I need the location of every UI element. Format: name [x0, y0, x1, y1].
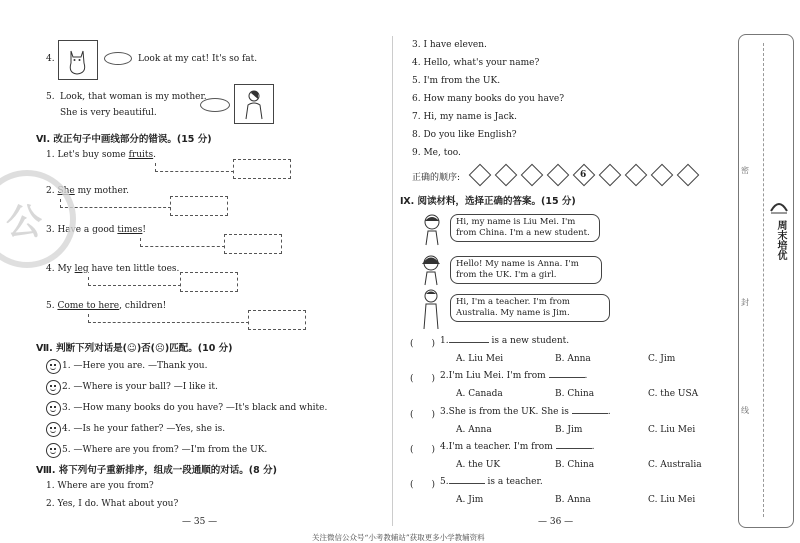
order-slot[interactable] — [625, 164, 648, 187]
q4-option-c[interactable]: C. Australia — [648, 460, 702, 470]
connector-line — [140, 238, 225, 247]
s6-answer-box-1[interactable] — [233, 159, 291, 179]
thought-bubble — [200, 98, 230, 112]
connector-line — [60, 199, 171, 208]
s6-item-4: 4. My leg have ten little toes. — [46, 264, 180, 274]
answer-paren-2[interactable]: ( ) — [410, 374, 436, 384]
q2-option-a[interactable]: A. Canada — [456, 389, 503, 399]
teacher-jim-icon — [420, 288, 442, 330]
q5-option-c[interactable]: C. Liu Mei — [648, 495, 696, 505]
order-slot[interactable] — [495, 164, 518, 187]
s8-item-9: 9. Me, too. — [412, 148, 461, 158]
s6-item-1: 1. Let's buy some fruits. — [46, 150, 157, 160]
q5-option-b[interactable]: B. Anna — [555, 495, 591, 505]
section-8-title: Ⅷ. 将下列句子重新排序，组成一段通顺的对话。(8 分) — [36, 465, 277, 476]
q4-option-b[interactable]: B. China — [555, 460, 595, 470]
brand-text: 周末培优 — [775, 220, 786, 260]
page-number-right: — 36 — — [538, 517, 574, 527]
binding-strip — [738, 34, 794, 528]
q3-option-c[interactable]: C. Liu Mei — [648, 425, 696, 435]
s6-item-2: 2. She my mother. — [46, 186, 129, 196]
connector-line — [88, 277, 181, 286]
s7-item-3: 3. —How many books do you have? —It's black and white. — [62, 403, 328, 413]
speech-bubble-3: Hi, I'm a teacher. I'm from Australia. My name is Jim. — [450, 294, 610, 322]
s7-item-4: 4. —Is he your father? —Yes, she is. — [62, 424, 226, 434]
strip-divider — [763, 43, 764, 517]
answer-paren-4[interactable]: ( ) — [410, 445, 436, 455]
smile-face-icon[interactable] — [46, 401, 61, 416]
q5-stem: 5. is a teacher. — [440, 477, 543, 487]
s7-item-2: 2. —Where is your ball? —I like it. — [62, 382, 218, 392]
answer-paren-5[interactable]: ( ) — [410, 480, 436, 490]
s8-item-8: 8. Do you like English? — [412, 130, 517, 140]
answer-paren-1[interactable]: ( ) — [410, 339, 436, 349]
q3-option-a[interactable]: A. Anna — [456, 425, 492, 435]
section-6-title: Ⅵ. 改正句子中画线部分的错误。(15 分) — [36, 134, 212, 145]
connector-line — [155, 163, 234, 172]
q3-option-b[interactable]: B. Jim — [555, 425, 583, 435]
s6-answer-box-2[interactable] — [170, 196, 228, 216]
s8-item-6: 6. How many books do you have? — [412, 94, 565, 104]
s6-item-3: 3. Have a good times! — [46, 225, 146, 235]
order-slot[interactable] — [651, 164, 674, 187]
smile-face-icon[interactable] — [46, 380, 61, 395]
smile-face-icon[interactable] — [46, 422, 61, 437]
s8-item-4: 4. Hello, what's your name? — [412, 58, 540, 68]
connector-line — [88, 314, 249, 323]
footer-note: 关注微信公众号“小考教辅站”获取更多小学教辅资料 — [312, 533, 485, 542]
order-slot[interactable] — [599, 164, 622, 187]
stamp-watermark — [0, 170, 76, 268]
order-slot[interactable] — [547, 164, 570, 187]
q5-sentence-2: She is very beautiful. — [60, 108, 157, 118]
s8-item-1: 1. Where are you from? — [46, 481, 154, 491]
order-slot[interactable] — [521, 164, 544, 187]
girl-liu-mei-icon — [420, 212, 444, 246]
brand-logo — [769, 195, 789, 315]
s8-item-2: 2. Yes, I do. What about you? — [46, 499, 179, 509]
q5-sentence-1: Look, that woman is my mother. — [60, 92, 207, 102]
q2-stem: 2.I'm Liu Mei. I'm from . — [440, 371, 588, 381]
seal-label-xian: 线 — [741, 406, 749, 415]
s8-item-3: 3. I have eleven. — [412, 40, 487, 50]
stamp-text: 公 — [6, 201, 43, 243]
woman-picture — [234, 84, 274, 124]
girl-anna-icon — [418, 252, 444, 286]
smile-face-icon[interactable] — [46, 443, 61, 458]
order-slot[interactable] — [469, 164, 492, 187]
q1-option-b[interactable]: B. Anna — [555, 354, 591, 364]
q3-stem: 3.She is from the UK. She is . — [440, 407, 611, 417]
order-given: 6 — [580, 170, 587, 180]
speech-bubble-2: Hello! My name is Anna. I'm from the UK. I'm a girl. — [450, 256, 602, 284]
s7-item-1: 1. —Here you are. —Thank you. — [62, 361, 208, 371]
q2-option-c[interactable]: C. the USA — [648, 389, 699, 399]
seal-label-feng: 封 — [741, 298, 749, 307]
q2-option-b[interactable]: B. China — [555, 389, 595, 399]
s8-item-5: 5. I'm from the UK. — [412, 76, 501, 86]
s6-answer-box-5[interactable] — [248, 310, 306, 330]
cat-picture — [58, 40, 98, 80]
page-number-left: — 35 — — [182, 517, 218, 527]
q1-stem: 1. is a new student. — [440, 336, 570, 346]
s6-answer-box-4[interactable] — [180, 272, 238, 292]
section-7-title: Ⅶ. 判断下列对话是(☺)否(☹)匹配。(10 分) — [36, 343, 233, 354]
section-9-title: Ⅸ. 阅读材料，选择正确的答案。(15 分) — [400, 196, 576, 207]
q5-option-a[interactable]: A. Jim — [456, 495, 484, 505]
q4-number: 4. — [46, 54, 55, 64]
s6-answer-box-3[interactable] — [224, 234, 282, 254]
s7-item-5: 5. —Where are you from? —I'm from the UK. — [62, 445, 268, 455]
q1-option-a[interactable]: A. Liu Mei — [456, 354, 504, 364]
thought-bubble — [104, 52, 132, 65]
s8-item-7: 7. Hi, my name is Jack. — [412, 112, 517, 122]
speech-bubble-1: Hi, my name is Liu Mei. I'm from China. I'm a new student. — [450, 214, 600, 242]
q4-sentence: Look at my cat! It's so fat. — [138, 54, 258, 64]
q1-option-c[interactable]: C. Jim — [648, 354, 676, 364]
order-slot[interactable] — [677, 164, 700, 187]
q4-stem: 4.I'm a teacher. I'm from . — [440, 442, 595, 452]
order-label: 正确的顺序: — [412, 173, 461, 183]
page-divider — [392, 36, 393, 526]
seal-label-mi: 密 — [741, 166, 749, 175]
q5-number: 5. — [46, 92, 55, 102]
smile-face-icon[interactable] — [46, 359, 61, 374]
s6-item-5: 5. Come to here, children! — [46, 301, 167, 311]
answer-paren-3[interactable]: ( ) — [410, 410, 436, 420]
q4-option-a[interactable]: A. the UK — [456, 460, 501, 470]
